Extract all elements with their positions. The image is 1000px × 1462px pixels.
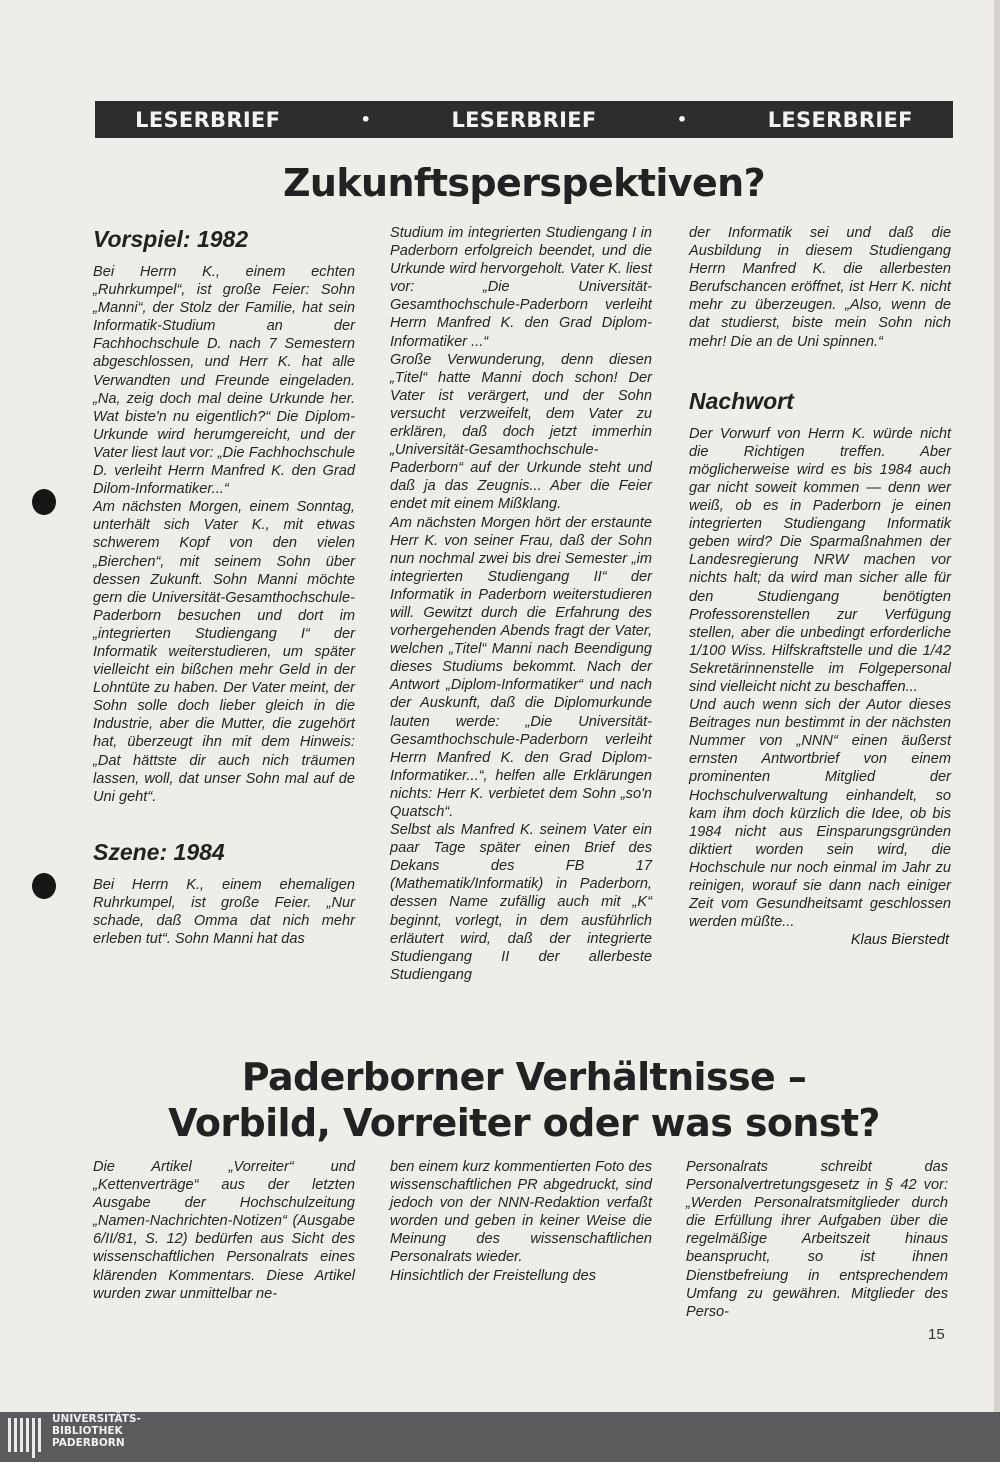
banner-separator-2: • xyxy=(676,110,688,129)
library-name xyxy=(52,1413,141,1449)
paragraph: Bei Herrn K., einem echten „Ruhrkumpel“, ist große Feier: Sohn „Manni“, der Stolz der Familie, hat sein Informatik-Studium an der Fachhochschule D. nach 7 Semestern abgeschlossen, und Herr K. hat alle Verwandten und Freunde eingeladen. „Na, zeig doch mal deine Urkunde her. Wat biste'n nu eigentlich?“ Die Diplom-Urkunde wird herumgereicht, und der Vater liest laut vor: „Die Fachhochschule D. verleiht Herrn Manfred K. den Grad Dilom-Informatiker...“ xyxy=(93,264,355,498)
article1-column-1 xyxy=(93,225,355,948)
article1-column-3 xyxy=(689,224,951,949)
paragraph: Personalrats schreibt das Personalvertretungsgesetz in § 42 vor: „Werden Personalratsmitglieder durch die Erfüllung ihrer Aufgaben über die regelmäßige Arbeitszeit hinaus beansprucht, so ist ihnen Dienstbefreiung in entsprechendem Umfang zu gewähren. Mitglieder des Perso- xyxy=(686,1159,948,1320)
leserbrief-banner xyxy=(95,101,953,138)
banner-separator-1: • xyxy=(360,110,372,129)
paragraph: Der Vorwurf von Herrn K. würde nicht die Richtigen treffen. Aber möglicherweise wird es bis 1984 auch gar nicht soweit kommen — denn wer weiß, ob es in Paderborn je einen integrierten Studiengang Informatik geben wird? Die Sparmaßnahmen der Landesregierung NRW machen vor nichts halt; da wird man sicher alle für den Studiengang benötigten Professorenstellen zur Verfügung stellen, aber die unbedingt erforderliche 1/100 Wiss. Hilfskraftstelle und die 1/42 Sekretärinnenstelle im Folgepersonal sind vielleicht nicht zu beschaffen... xyxy=(689,425,951,695)
library-name-line-2: BIBLIOTHEK xyxy=(52,1425,123,1437)
article2-column-1 xyxy=(93,1158,355,1303)
library-name-line-3: PADERBORN xyxy=(52,1437,125,1449)
paragraph: Bei Herrn K., einem ehemaligen Ruhrkumpel, ist große Feier. „Nur schade, daß Omma dat nich mehr erleben tut“. Sohn Manni hat das xyxy=(93,876,355,948)
paragraph: Hinsichtlich der Freistellung des xyxy=(390,1267,597,1284)
page-number: 15 xyxy=(928,1326,945,1343)
library-logo-icon xyxy=(8,1416,48,1458)
banner-word-1: LESERBRIEF xyxy=(135,107,281,132)
article2-column-2 xyxy=(390,1158,652,1285)
article2-title-line-1: Paderborner Verhältnisse – xyxy=(241,1055,807,1099)
section-heading-vorspiel: Vorspiel: 1982 xyxy=(93,226,249,252)
paragraph: Selbst als Manfred K. seinem Vater ein paar Tage später einen Brief des Dekans des FB 17 (Mathematik/Informatik) in Paderborn, dessen Name zufällig auch mit „K“ beginnt, vorlegt, in dem ausführlich erläutert wird, daß der integrierte Studiengang II der allerbeste Studiengang xyxy=(390,822,652,983)
paragraph: Die Artikel „Vorreiter“ und „Kettenverträge“ aus der letzten Ausgabe der Hochschulzeitung „Namen-Nachrichten-Notizen“ (Ausgabe 6/II/81, S. 12) bedürfen aus Sicht des wissenschaftlichen Personalrats eines klärenden Kommentars. Diese Artikel wurden zwar unmittelbar ne- xyxy=(93,1159,355,1302)
page-edge xyxy=(994,0,1000,1412)
author-signature: Klaus Bierstedt xyxy=(850,932,949,949)
punch-hole-bottom xyxy=(32,873,56,899)
paragraph: Am nächsten Morgen, einem Sonntag, unterhält sich Vater K., mit etwas schwerem Kopf von den vielen „Bierchen“, mit seinem Sohn über dessen Zukunft. Sohn Manni möchte gern die Universität-Gesamthochschule-Paderborn besuchen und dort im „integrierten Studiengang I“ der Informatik weiterstudieren, um später vielleicht ein bißchen mehr Geld in der Lohntüte zu haben. Der Vater meint, der Sohn solle doch lieber gleich in die Industrie, aber die Mutter, die zugehört hat, überzeugt ihn mit dem Hinweis: „Dat hättste dir auch nich träumen lassen, woll, dat unser Sohn mal auf de Uni geht“. xyxy=(93,499,355,805)
article1-title: Zukunftsperspektiven? xyxy=(282,161,766,205)
banner-word-2: LESERBRIEF xyxy=(451,107,597,132)
article1-column-2 xyxy=(390,224,652,984)
paragraph: der Informatik sei und daß die Ausbildung in diesem Studiengang Herrn Manfred K. die allerbesten Berufschancen eröffnet, ist Herr K. nicht mehr zu überzeugen. „Also, wenn de dat studierst, biste mein Sohn nich mehr! Die an de Uni spinnen.“ xyxy=(689,225,951,350)
punch-hole-top xyxy=(32,489,56,515)
section-heading-szene: Szene: 1984 xyxy=(93,838,225,865)
paragraph: ben einem kurz kommentierten Foto des wissenschaftlichen PR abgedruckt, sind jedoch von der NNN-Redaktion verfaßt worden und geben in keiner Weise die Meinung des wissenschaftlichen Personalrats wieder. xyxy=(390,1159,652,1266)
article2-title-line-2: Vorbild, Vorreiter oder was sonst? xyxy=(168,1101,880,1145)
article2-title xyxy=(95,1054,953,1146)
paragraph: Und auch wenn sich der Autor dieses Beitrages nun bestimmt in der nächsten Nummer von „NNN“ einen äußerst ernsten Antwortbrief von einem prominenten Mitglied der Hochschulverwaltung einhandelt, so kam ihm doch kürzlich die Idee, ob bis 1984 nicht aus Einsparungsgründen diktiert worden sein wird, die Hochschule nur noch einmal im Jahr zu reinigen, worauf sie dann nach einiger Zeit vom Gesundheitsamt geschlossen werden müßte... xyxy=(689,697,951,931)
paragraph: Am nächsten Morgen hört der erstaunte Herr K. von seiner Frau, daß der Sohn nun nochmal zwei bis drei Semester „im integrierten Studiengang II“ der Informatik in Paderborn weiterstudieren will. Gewitzt durch die Erfahrung des vorhergehenden Abends fragt der Vater, welchen „Titel“ Manni nach Beendigung dieses Studiums bekommt. Nach der Antwort „Diplom-Informatiker“ und nach der Auskunft, daß die Diplomurkunde lauten werde: „Die Universität-Gesamthochschule-Paderborn verleiht Herrn Manfred K. den Grad Diplom-Informatiker...“, helfen alle Erklärungen nichts: Herr K. verbietet dem Sohn „so'n Quatsch“. xyxy=(390,514,652,820)
library-footer xyxy=(0,1412,1000,1462)
paragraph: Große Verwunderung, denn diesen „Titel“ hatte Manni doch schon! Der Vater ist verärgert, und der Sohn versucht verzweifelt, dem Vater zu erklären, daß doch jetzt immerhin „Universität-Gesamthochschule-Paderborn“ auf der Urkunde steht und daß ja das Zeugnis... Aber die Feier endet mit einem Mißklang. xyxy=(390,351,652,513)
library-name-line-1: UNIVERSITÄTS- xyxy=(52,1413,141,1425)
paragraph: Studium im integrierten Studiengang I in Paderborn erfolgreich beendet, und die Urkunde wird hervorgeholt. Vater K. liest vor: „Die Universität-Gesamthochschule-Paderborn verleiht Herrn Manfred K. den Grad Diplom-Informatiker ...“ xyxy=(390,225,652,350)
section-heading-nachwort: Nachwort xyxy=(689,387,794,414)
banner-word-3: LESERBRIEF xyxy=(767,107,913,132)
article2-column-3 xyxy=(686,1158,948,1321)
